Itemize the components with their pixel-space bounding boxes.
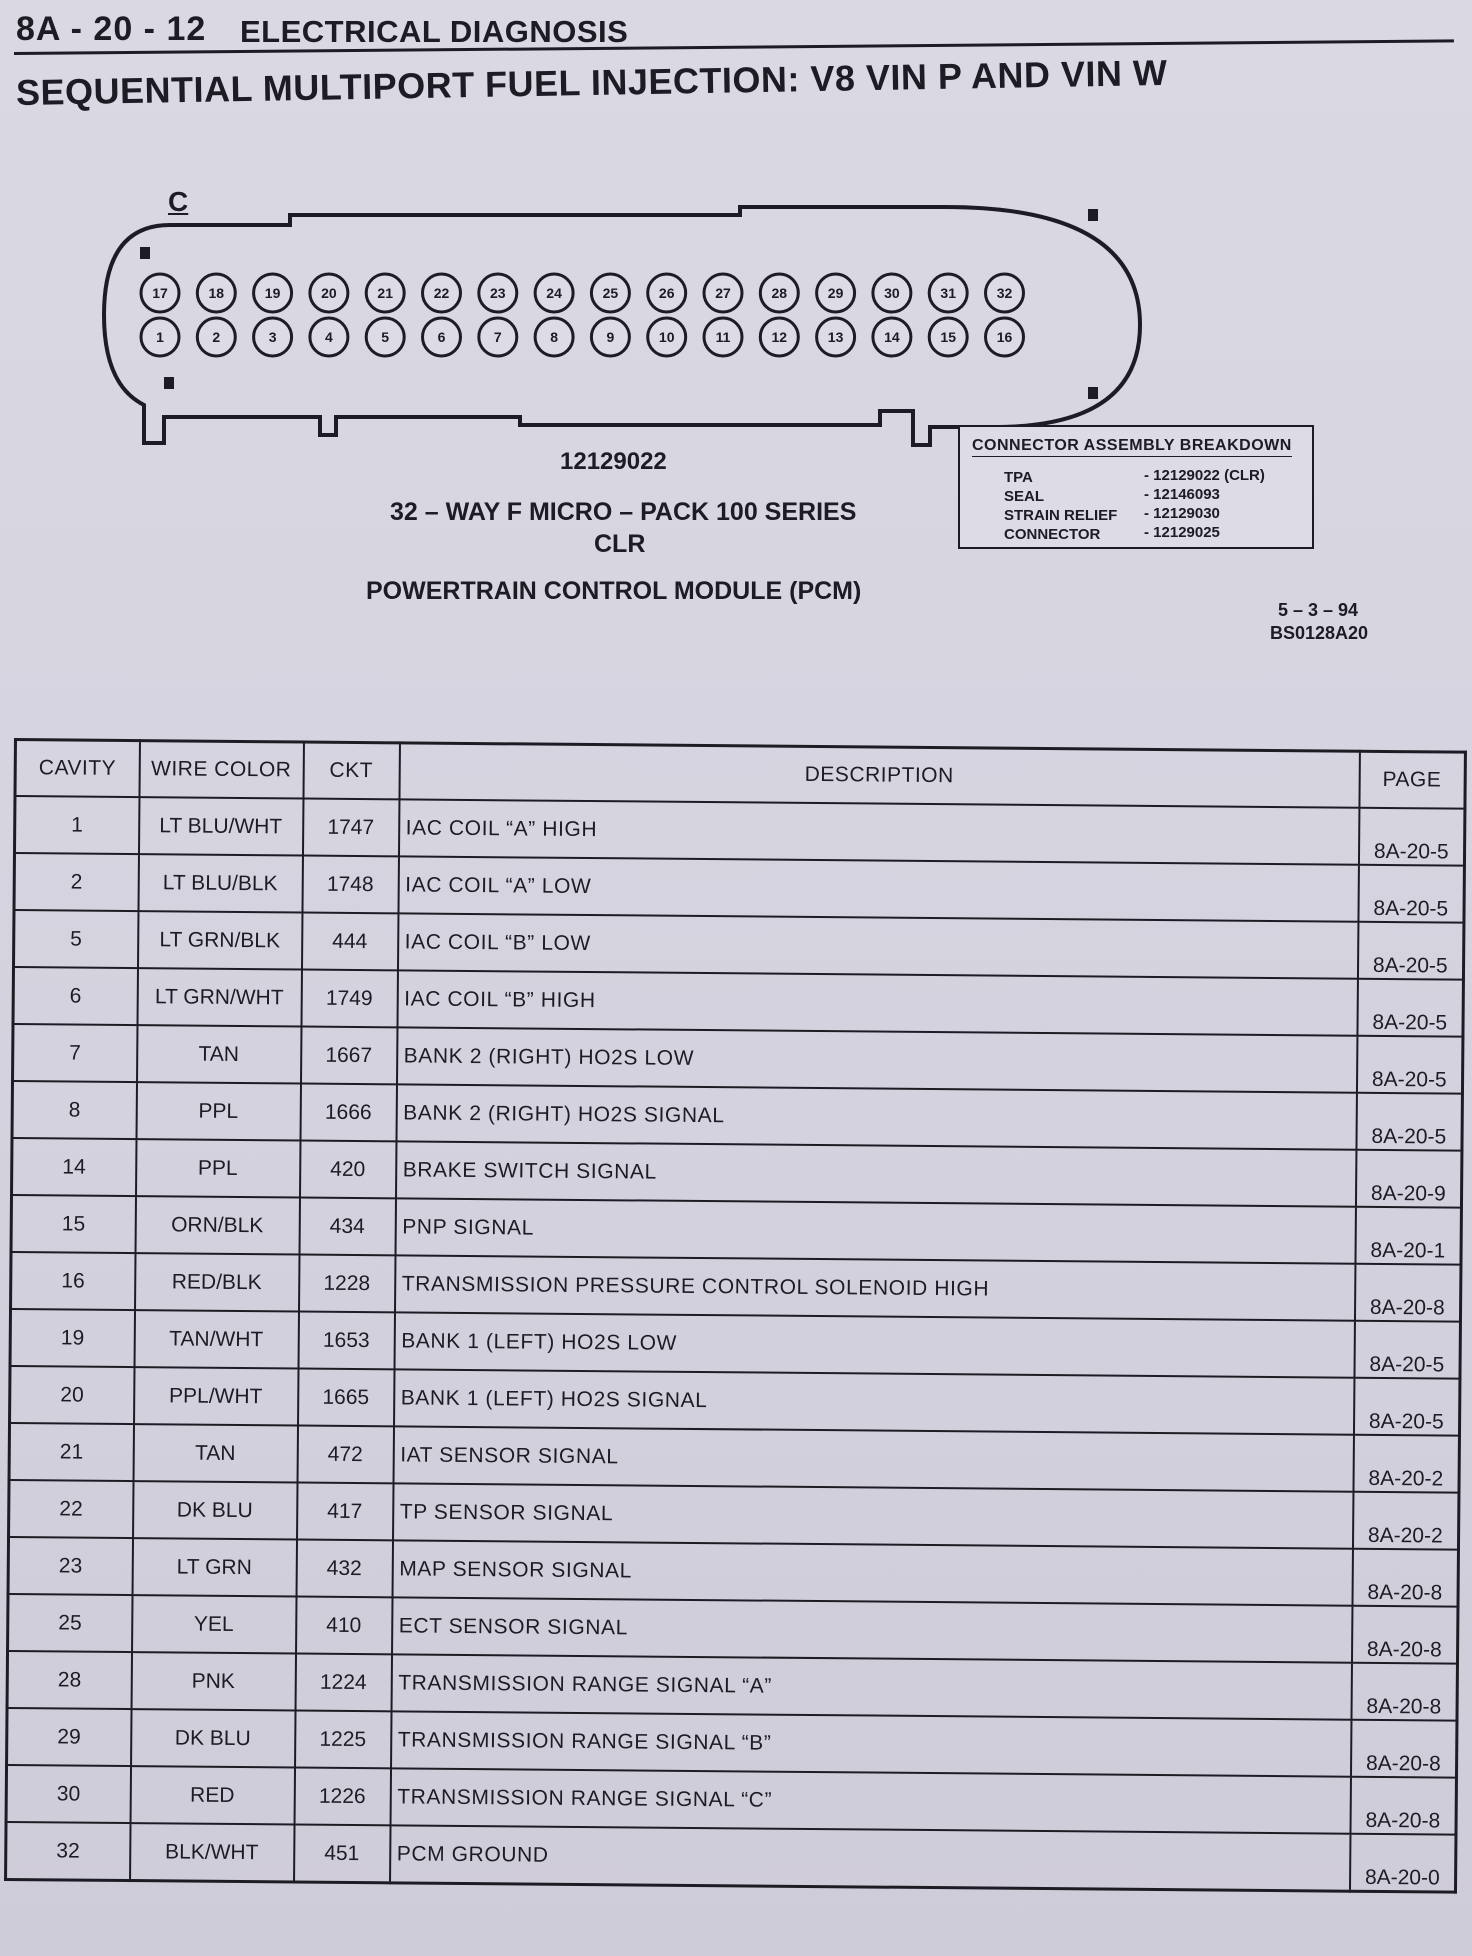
connector-breakdown-box bbox=[958, 425, 1314, 549]
figure-date: 5 – 3 – 94 bbox=[1278, 600, 1359, 620]
breakdown-label: SEAL bbox=[1004, 488, 1045, 505]
cavity-number: 26 bbox=[658, 285, 675, 301]
cavity-number: 19 bbox=[264, 285, 281, 301]
cell-ckt: 1749 bbox=[301, 970, 397, 1028]
cell-cavity: 1 bbox=[14, 796, 138, 854]
cavity-number: 13 bbox=[827, 329, 844, 345]
cell-wire-color: LT GRN/WHT bbox=[137, 968, 301, 1026]
cavity-number: 20 bbox=[321, 285, 337, 301]
cell-wire-color: DK BLU bbox=[131, 1709, 295, 1767]
cell-cavity: 5 bbox=[14, 910, 138, 968]
cavity-number: 2 bbox=[212, 329, 221, 345]
cell-wire-color: LT GRN/BLK bbox=[137, 911, 301, 969]
cell-description: BANK 2 (RIGHT) HO2S SIGNAL bbox=[396, 1084, 1356, 1149]
cavity-number: 21 bbox=[377, 285, 393, 301]
cell-wire-color: YEL bbox=[132, 1595, 296, 1653]
cavity-number: 29 bbox=[827, 285, 844, 301]
cell-ckt: 444 bbox=[301, 913, 397, 971]
cell-description: ECT SENSOR SIGNAL bbox=[392, 1597, 1352, 1662]
cell-description: IAC COIL “B” LOW bbox=[397, 913, 1357, 978]
cell-wire-color: PNK bbox=[131, 1652, 295, 1710]
cell-description: TRANSMISSION PRESSURE CONTROL SOLENOID HIGH bbox=[395, 1255, 1355, 1320]
cell-page: 8A-20-2 bbox=[1353, 1435, 1459, 1493]
cavity-number: 17 bbox=[152, 285, 168, 301]
cell-description: TRANSMISSION RANGE SIGNAL “C” bbox=[390, 1768, 1350, 1833]
cell-ckt: 1224 bbox=[295, 1653, 391, 1711]
cell-description: IAC COIL “B” HIGH bbox=[397, 970, 1357, 1035]
cavity-number: 1 bbox=[156, 329, 164, 345]
cell-cavity: 32 bbox=[6, 1822, 130, 1881]
module-name: POWERTRAIN CONTROL MODULE (PCM) bbox=[366, 577, 862, 605]
cell-description: TRANSMISSION RANGE SIGNAL “A” bbox=[391, 1654, 1351, 1719]
cavity-number: 25 bbox=[602, 285, 619, 301]
cell-cavity: 14 bbox=[12, 1138, 136, 1196]
cavity-number: 23 bbox=[490, 285, 506, 301]
cell-page: 8A-20-8 bbox=[1351, 1663, 1457, 1721]
cell-page: 8A-20-5 bbox=[1354, 1321, 1460, 1379]
cell-page: 8A-20-5 bbox=[1358, 808, 1464, 866]
breakdown-title: CONNECTOR ASSEMBLY BREAKDOWN bbox=[972, 437, 1292, 457]
cell-ckt: 1667 bbox=[300, 1027, 396, 1085]
table-body bbox=[6, 796, 1465, 1892]
header-description: DESCRIPTION bbox=[399, 743, 1359, 808]
cell-ckt: 1748 bbox=[302, 856, 398, 914]
section-number: 8A - 20 - 12 bbox=[16, 10, 207, 48]
cell-wire-color: LT BLU/BLK bbox=[138, 854, 302, 912]
cell-wire-color: PPL bbox=[136, 1139, 300, 1197]
pin-row-bottom bbox=[141, 318, 1024, 356]
cell-ckt: 432 bbox=[296, 1539, 392, 1597]
cell-ckt: 451 bbox=[294, 1824, 390, 1882]
cell-cavity: 22 bbox=[9, 1480, 133, 1538]
breakdown-label: STRAIN RELIEF bbox=[1004, 507, 1118, 524]
cell-cavity: 23 bbox=[8, 1537, 132, 1595]
cavity-number: 15 bbox=[940, 329, 956, 345]
cell-wire-color: BLK/WHT bbox=[130, 1823, 294, 1882]
cell-cavity: 28 bbox=[7, 1651, 131, 1709]
pinout-table bbox=[4, 738, 1467, 1894]
header-cavity: CAVITY bbox=[15, 740, 139, 798]
cell-ckt: 417 bbox=[297, 1482, 393, 1540]
cell-description: BANK 2 (RIGHT) HO2S LOW bbox=[396, 1027, 1356, 1092]
pinout-table-wrapper bbox=[4, 738, 1464, 1889]
cell-page: 8A-20-8 bbox=[1351, 1606, 1457, 1664]
breakdown-value: - 12129030 bbox=[1144, 505, 1220, 522]
cell-cavity: 6 bbox=[13, 967, 137, 1025]
cell-page: 8A-20-5 bbox=[1356, 1093, 1462, 1151]
cell-description: PNP SIGNAL bbox=[395, 1198, 1355, 1263]
cell-wire-color: TAN/WHT bbox=[134, 1310, 298, 1368]
cell-description: PCM GROUND bbox=[390, 1825, 1350, 1891]
cavity-number: 7 bbox=[493, 329, 502, 345]
cavity-number: 5 bbox=[381, 329, 390, 345]
connector-letter: C bbox=[168, 186, 189, 217]
cell-wire-color: PPL/WHT bbox=[134, 1367, 298, 1425]
cavity-number: 3 bbox=[268, 329, 277, 345]
cavity-number: 18 bbox=[208, 285, 225, 301]
cavity-number: 8 bbox=[550, 329, 558, 345]
cell-page: 8A-20-0 bbox=[1349, 1834, 1455, 1892]
cavity-number: 10 bbox=[658, 329, 675, 345]
latch-mark bbox=[1088, 387, 1098, 399]
cell-description: BRAKE SWITCH SIGNAL bbox=[395, 1141, 1355, 1206]
cavity-number: 11 bbox=[715, 329, 731, 345]
cell-description: IAC COIL “A” LOW bbox=[398, 856, 1358, 921]
cell-wire-color: RED/BLK bbox=[135, 1253, 299, 1311]
cavity-number: 14 bbox=[884, 329, 900, 345]
cell-ckt: 410 bbox=[296, 1596, 392, 1654]
breakdown-value: - 12129025 bbox=[1144, 524, 1220, 541]
cell-page: 8A-20-5 bbox=[1357, 979, 1463, 1037]
latch-mark bbox=[1088, 209, 1098, 221]
cell-page: 8A-20-1 bbox=[1355, 1207, 1461, 1265]
cell-page: 8A-20-8 bbox=[1354, 1264, 1460, 1322]
pin-row-top bbox=[141, 274, 1024, 312]
cell-cavity: 16 bbox=[11, 1252, 135, 1310]
cell-description: BANK 1 (LEFT) HO2S SIGNAL bbox=[394, 1369, 1354, 1434]
cavity-number: 4 bbox=[325, 329, 333, 345]
cavity-number: 32 bbox=[996, 285, 1013, 301]
breakdown-value: - 12146093 bbox=[1144, 486, 1220, 503]
cell-page: 8A-20-8 bbox=[1350, 1777, 1456, 1835]
cavity-number: 6 bbox=[437, 329, 446, 345]
cell-cavity: 20 bbox=[10, 1366, 134, 1424]
connector-series: 32 – WAY F MICRO – PACK 100 SERIES bbox=[390, 498, 857, 526]
cell-cavity: 2 bbox=[14, 853, 138, 911]
table-row bbox=[6, 1822, 1456, 1892]
breakdown-value: - 12129022 (CLR) bbox=[1144, 467, 1265, 484]
cell-description: TRANSMISSION RANGE SIGNAL “B” bbox=[391, 1711, 1351, 1776]
cavity-number: 27 bbox=[715, 285, 731, 301]
cell-wire-color: TAN bbox=[133, 1424, 297, 1482]
cavity-number: 30 bbox=[884, 285, 900, 301]
breakdown-label: TPA bbox=[1004, 469, 1033, 486]
cell-ckt: 1653 bbox=[298, 1312, 394, 1370]
cell-description: MAP SENSOR SIGNAL bbox=[392, 1540, 1352, 1605]
header-rule bbox=[14, 39, 1454, 55]
connector-diagram bbox=[100, 195, 1200, 455]
cell-page: 8A-20-8 bbox=[1350, 1720, 1456, 1778]
breakdown-label: CONNECTOR bbox=[1004, 526, 1101, 543]
cell-ckt: 1225 bbox=[295, 1710, 391, 1768]
cell-page: 8A-20-5 bbox=[1358, 865, 1464, 923]
cell-cavity: 8 bbox=[12, 1081, 136, 1139]
cell-ckt: 1228 bbox=[299, 1255, 395, 1313]
cell-wire-color: LT BLU/WHT bbox=[138, 797, 302, 855]
cavity-number: 16 bbox=[996, 329, 1013, 345]
cavity-number: 28 bbox=[771, 285, 788, 301]
header-ckt: CKT bbox=[303, 742, 399, 799]
cell-cavity: 7 bbox=[13, 1024, 137, 1082]
cell-cavity: 21 bbox=[9, 1423, 133, 1481]
cell-wire-color: ORN/BLK bbox=[135, 1196, 299, 1254]
cell-ckt: 1226 bbox=[294, 1767, 390, 1825]
cell-description: TP SENSOR SIGNAL bbox=[393, 1483, 1353, 1548]
cell-cavity: 19 bbox=[10, 1309, 134, 1367]
cavity-number: 9 bbox=[606, 329, 615, 345]
cell-description: IAT SENSOR SIGNAL bbox=[393, 1426, 1353, 1491]
cavity-number: 24 bbox=[546, 285, 562, 301]
cell-cavity: 15 bbox=[11, 1195, 135, 1253]
page-title: SEQUENTIAL MULTIPORT FUEL INJECTION: V8 VIN P AND VIN W bbox=[15, 51, 1168, 113]
cell-page: 8A-20-2 bbox=[1352, 1492, 1458, 1550]
figure-code: BS0128A20 bbox=[1270, 623, 1369, 643]
cell-cavity: 29 bbox=[7, 1708, 131, 1766]
cell-ckt: 1747 bbox=[302, 799, 398, 857]
latch-mark bbox=[164, 377, 174, 389]
cell-ckt: 1665 bbox=[298, 1369, 394, 1427]
cell-wire-color: DK BLU bbox=[133, 1481, 297, 1539]
cell-page: 8A-20-8 bbox=[1352, 1549, 1458, 1607]
cell-cavity: 25 bbox=[8, 1594, 132, 1652]
cell-wire-color: TAN bbox=[137, 1025, 301, 1083]
cell-wire-color: LT GRN bbox=[132, 1538, 296, 1596]
cell-ckt: 420 bbox=[300, 1141, 396, 1199]
header-page: PAGE bbox=[1359, 751, 1465, 808]
cell-page: 8A-20-5 bbox=[1356, 1036, 1462, 1094]
cell-description: BANK 1 (LEFT) HO2S LOW bbox=[394, 1312, 1354, 1377]
cell-description: IAC COIL “A” HIGH bbox=[398, 799, 1358, 864]
cell-ckt: 472 bbox=[297, 1426, 393, 1484]
connector-color: CLR bbox=[594, 530, 646, 558]
cell-wire-color: PPL bbox=[136, 1082, 300, 1140]
cell-page: 8A-20-9 bbox=[1355, 1150, 1461, 1208]
cell-page: 8A-20-5 bbox=[1357, 922, 1463, 980]
latch-mark bbox=[140, 247, 150, 259]
cell-page: 8A-20-5 bbox=[1353, 1378, 1459, 1436]
connector-part-number: 12129022 bbox=[560, 448, 667, 475]
cavity-number: 12 bbox=[771, 329, 788, 345]
cavity-number: 31 bbox=[940, 285, 956, 301]
section-title: ELECTRICAL DIAGNOSIS bbox=[240, 14, 629, 49]
header-wire-color: WIRE COLOR bbox=[139, 741, 303, 799]
cavity-number: 22 bbox=[433, 285, 450, 301]
cell-cavity: 30 bbox=[6, 1765, 130, 1823]
cell-wire-color: RED bbox=[130, 1766, 294, 1824]
cell-ckt: 434 bbox=[299, 1198, 395, 1256]
cell-ckt: 1666 bbox=[300, 1084, 396, 1142]
